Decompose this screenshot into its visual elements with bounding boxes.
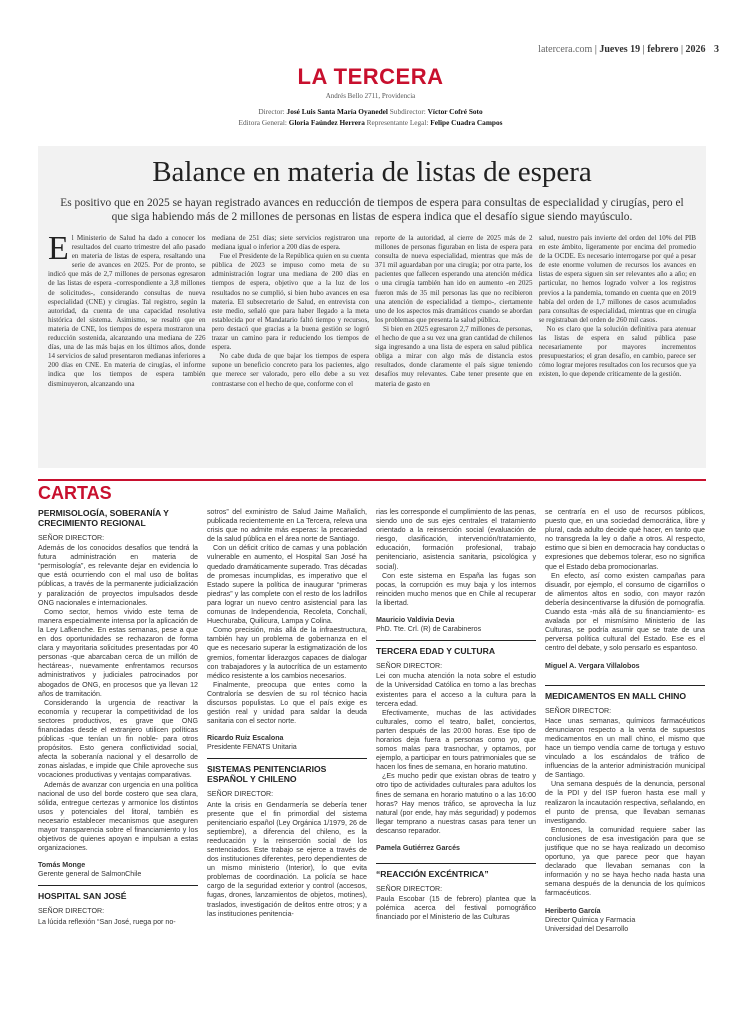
letter-signer: Tomás Monge [38,861,86,870]
address: Andrés Bello 2711, Providencia [325,92,416,100]
letter-salutation: SEÑOR DIRECTOR: [207,790,274,799]
letter-signer-role: Presidente FENATS Unitaria [207,743,297,752]
letter-paragraph: ¿Es mucho pedir que existan obras de teatro y otro tipo de actividades culturales para adultos los fines de semana en horario matutino o a las 16:00 horas? Hay menos tráfico, se aprovecha la luz natural (por ende, hay más seguridad) y podemos llegar temprano a nuestras casas para tener un descanso reparador. [376,772,536,835]
letter-paragraph: se centraría en el uso de recursos públicos, puesto que, en una sociedad democrática, libre y plural, cada adulto decide qué hacer, en tanto que no transgreda la ley o dañe a otros. Al respecto, estimo que si bien en democracia hay conductas o expresiones que debemos tolerar, eso no significa que el Estado deba promocionarlas. [545,508,705,571]
date-month: febrero [647,44,679,55]
site-name[interactable]: latercera.com [538,44,593,55]
editora-name: Gloria Faúndez Herrera [288,118,365,127]
letter-paragraph: Entonces, la comunidad requiere saber las conclusiones de esa investigación para que se justifique que no se haya realizado un decomiso oportuno, ya que parece peor que hayan declarado que llevaban semanas con la información y no se haya hecho nada hasta una semana después de la denuncia de los químicos farmacéuticos. [545,825,705,898]
letter-paragraph: Con un déficit crítico de camas y una población vulnerable en aumento, el Hospital San José ha quedado dramáticamente superado. Tras décadas de promesas incumplidas, es imperativo que el Estado supere la política de inaugurar “primeras piedras” y las complete con el resto de los ladrillos para lograr un nuevo centro asistencial para las comunas de Independencia, Recoleta, Conchalí, Huechuraba, Quilicura, Lampa y Colina. [207,544,367,626]
letter-signer: Miguel A. Vergara Villalobos [545,661,640,670]
editorial-column-2 [212,234,370,464]
legal-name: Felipe Cuadra Campos [430,118,503,127]
director-name: José Luis Santa María Oyanedel [286,107,388,116]
editorial-text: l Ministerio de Salud ha dado a conocer los resultados del cuarto trimestre del año pasado en materia de listas de espera, resaltando una serie de avances en 2025. Por de pronto, se indicó que más de 2,7 millones de personas egresaron de las listas de espera -correspondiente a 3,8 millones de solicitudes-, considerando consultas de nueva especialidad (CNE) y cirugías. Tal registro, según la autoridad, da cuenta de una capacidad resolutiva histórica del sistema. Asimismo, se resaltó que en materia de CNE, los tiempos de espera mostraron una reducción sostenida, alcanzando una mediana de 226 días, una de las más bajas en los últimos años, donde 14 servicios de salud presentaron medianas inferiores a 200 días en CNE. En materia de cirugías, el informe indica que los tiempos de espera también disminuyeron, alcanzando una [48,234,206,388]
letter-title: PERMISOLOGÍA, SOBERANÍA Y CRECIMIENTO REGIONAL [38,508,169,528]
letter-signer-role: Gerente general de SalmonChile [38,870,142,879]
date-day: Jueves 19 [599,44,641,55]
letter-signer: Heriberto García [545,906,601,915]
editorial-paragraph: No cabe duda de que bajar los tiempos de espera supone un beneficio concreto para los pacientes, algo que merece ser valorado, pero ello debe a su vez contrastarse con el hecho de que, conforme con el [211,352,369,388]
staff-box [0,106,741,128]
letter-paragraph: En efecto, así como existen campañas para disuadir, por ejemplo, el consumo de cigarrillos o de alimentos altos en sodio, con mayor razón debería desincentivarse la difusión de pornografía. Cuando esta -más allá de su financiamiento- es avalada por el mismísimo Ministerio de las Culturas, se podría asumir que se trate de una perversa política cultural del Estado. Ese es el centro del debate, y solo pensarlo es espantoso. [545,571,705,653]
subdirector-label: Subdirector: [389,107,426,116]
letter-paragraph: sotros” del exministro de Salud Jaime Mañalich, publicada recientemente en La Tercera, releva una crisis que no admite más esperas: la precariedad de la salud pública en el área norte de Santiago. [207,508,367,544]
editorial-paragraph: No es claro que la solución definitiva para atenuar las listas de espera en salud pública pase necesariamente por mayores incrementos presupuestarios; el gran desafío, en cambio, parece ser cómo lograr mejores resultados con los recursos que ya existen, lo que depende críticamente de la gestión. [538,324,696,379]
page-number: 3 [714,44,719,55]
director-label: Director: [258,107,285,116]
letter-signer: Ricardo Ruiz Escalona [207,734,284,743]
letter-paragraph: Paula Escobar (15 de febrero) plantea que la polémica acerca del festival pornográfico financiado por el Ministerio de las Culturas [376,895,536,922]
letter-title: SISTEMAS PENITENCIARIOS ESPAÑOL Y CHILENO [207,758,367,784]
letter-paragraph: Como precisión, más allá de la infraestructura, también hay un problema de gobernanza en el que es necesario superar la estigmatización de los gremios, fomentar liderazgos capaces de dialogar con trabajadores y la autocrítica de un estamento médico resistente a los cambios necesarios. [207,626,367,680]
letter-paragraph: Finalmente, preocupa que entes como la Contraloría se desvíen de su rol técnico hacia discursos populistas. Lo que el país exige es gestión real y unidad para saldar la deuda sanitaria con el sector norte. [207,680,367,726]
letter-signer: Pamela Gutiérrez Garcés [376,844,460,852]
letter-paragraph: Como sector, hemos vivido este tema de manera especialmente intensa por la aplicación de la Ley Lafkenche. En estas semanas, pese a que en dos oportunidades se rechazaron de forma clara y mayoritaria solicitudes presentadas por 40 personas -que abarcaban cerca de un millón de hectáreas-, nuevamente enfrentamos recursos administrativos y judiciales patrocinados por abogados de ONG, en procesos que ya llevan 12 años de tramitación. [38,607,198,698]
legal-label: Representante Legal: [366,118,429,127]
letter-paragraph: Lei con mucha atención la nota sobre el estudio de la Universidad Católica en torno a las brechas existentes para el acceso a la cultura para la tercera edad. [376,672,536,708]
logo: LA TERCERA [297,64,444,89]
date-year: 2026 [685,44,706,55]
masthead [0,64,741,128]
letter-salutation: SEÑOR DIRECTOR: [38,534,105,542]
subdirector-name: Víctor Cofré Soto [427,107,483,116]
editorial-paragraph: salud, nuestro país invierte del orden del 10% del PIB en este ámbito, ligeramente por encima del promedio de la OCDE. Es necesario interrogarse por qué a pesar de este enorme volumen de recursos los avances en listas de espera siguen sin ser relevantes año a año; en particular, no hemos logrado volver a los registros previos a la pandemia, tomando en cuenta que en 2019 había del orden de 1,7 millones de casos acumulados para consultas de especialidad, mientras que en cirugía se registraban del orden de 260 mil casos. [538,234,696,324]
letter-salutation: SEÑOR DIRECTOR: [545,706,612,715]
letter-paragraph: Además de los conocidos desafíos que tendrá la futura administración en materia de “permisología”, es relevante dejar en evidencia lo que está ocurriendo con el mal uso de bolitas públicas, a través de la permanente judicialización y paralización de proyectos impulsados desde ONG nacionales e internacionales. [38,544,198,607]
letter-paragraph: rias les corresponde el cumplimiento de las penas, siendo uno de sus ejes centrales el tratamiento orientado a la reinserción social (evaluación de riesgo, clasificación, intervención/tratamiento, educación, formación profesional, trabajo penitenciario, asistencia sanitaria, psicológica y social). [376,508,536,571]
letter-paragraph: Ante la crisis en Gendarmería se debería tener presente que el fin primordial del sistema penitenciario español (Ley Orgánica 1/1979, 26 de septiembre), a diferencia del chileno, es la reeducación y la reinserción social de los sentenciados. Este trabajo se ejerce a través de dos instituciones diferentes, pero dependientes de un mismo ministerio (Interior), lo que evita problemas de coordinación. La policía se hace cargo de la seguridad exterior y control (accesos, fugas, drones, lanzamientos de objetos, motines), traslados, investigación de delitos entre otros; y a las instituciones penitencia- [207,800,367,918]
letter-salutation: SEÑOR DIRECTOR: [38,907,105,916]
editorial-column-1 [48,234,206,464]
letters-column-1 [38,508,198,1018]
editorial-title: Balance en materia de listas de espera [152,156,592,188]
letter-paragraph: Además de avanzar con urgencia en una política nacional de uso del borde costero que sea clara, sólida, entregue certezas y armonice los distintos usos y potenciales del litoral, también es necesario establecer mecanismos que aseguren mayor transparencia sobre el financiamiento y los objetivos de quienes apoyan e impulsan a estas organizaciones. [38,780,198,853]
editorial-paragraph: Fue el Presidente de la República quien en su cuenta pública de 2023 se impuso como meta de su administración lograr una mediana de 200 días en tiempos de espera, objetivo que a la luz de los resultados no se cumplió, si bien hubo avances en esa materia. El subsecretario de Salud, en entrevista con este medio, señaló que para haber llegado a la meta establecida por el Mandatario faltó tiempo y recursos, pero destacó que gracias a la buena gestión se logró trazar un camino para ir reduciendo los tiempos de espera. [211,252,369,352]
letters-area [38,508,706,1018]
editorial-column-4 [539,234,697,464]
cartas-section-title: CARTAS [38,483,112,503]
letters-column-4 [545,508,705,1018]
editorial-paragraph: reporte de la autoridad, al cierre de 2025 más de 2 millones de personas figuraban en lista de espera para consulta de nueva especialidad, mientras que más de 371 mil aguardaban por una cirugía; por otra parte, los pacientes que fallecen esperando una atención médica o una cirugía también han ido en aumento -en 2025 fueron más de 35 mil personas las que no recibieron una atención de especialidad a tiempo-, ciertamente uno de los aspectos más dramáticos cuando se abordan los problemas que presenta la salud pública. [375,234,533,324]
editorial-lead: Es positivo que en 2025 se hayan registrado avances en reducción de tiempos de espera para consultas de especialidad y cirugías, pero el que siga habiendo más de 2 millones de personas en listas de espera indica que el desafío sigue siendo mayúsculo. [60,197,684,223]
letter-title: MEDICAMENTOS EN MALL CHINO [545,685,705,701]
letter-title: “REACCIÓN EXCÉNTRICA” [376,863,536,879]
letters-column-2 [207,508,367,1018]
letter-signer-role: Director Química y Farmacia [545,915,636,924]
drop-cap: E [48,234,69,267]
editorial-body [48,234,696,464]
letter-signer-role: PhD. Tte. Crl. (R) de Carabineros [376,625,482,634]
editorial-paragraph: mediana de 251 días; siete servicios registraron una mediana igual o inferior a 200 días de espera. [211,234,369,252]
letter-title: TERCERA EDAD Y CULTURA [376,640,536,656]
editorial-column-3 [375,234,533,464]
editorial-paragraph: Si bien en 2025 egresaron 2,7 millones de personas, el hecho de que a su vez una gran cantidad de chilenos siga ingresando a una lista de espera en salud pública obliga a mirar con algo más de distancia estos resultados, donde claramente el país sigue teniendo desafíos muy relevantes. Cabe tener presente que en materia de gasto en [375,324,533,388]
section-divider [38,479,706,481]
letter-paragraph: Considerando la urgencia de reactivar la economía y recuperar la competitividad de los sectores productivos, es grave que ONG financiadas desde el extranjero utilicen políticas públicas -que tenían un fin noble- para otros propósitos. Esto genera conflictividad social, afecta la soberanía nacional y el desarrollo de zonas aisladas, e impide que Chile aproveche sus vocaciones productivas y ventajas comparativas. [38,698,198,780]
letter-title: HOSPITAL SAN JOSÉ [38,885,198,901]
letter-paragraph: La lúcida reflexión “San José, ruega por no- [38,917,176,926]
letter-paragraph: Con este sistema en España las fugas son pocas, la corrupción es muy baja y los internos reinciden mucho menos que en Chile al recuperar la libertad. [376,571,536,607]
letter-signer-role: Universidad del Desarrollo [545,924,629,933]
letter-signer: Mauricio Valdivia Devia [376,616,455,625]
letter-paragraph: Hace unas semanas, químicos farmacéuticos denunciaron respecto a la venta de supuestos medicamentos en un mall chino, el mismo que hace un tiempo vendía carne de tortuga y estuvo vinculado a los escándalos de tráfico de influencias de la anterior administración municipal de Santiago. [545,716,705,780]
editora-label: Editora General: [238,118,287,127]
editorial-box [38,146,706,468]
letter-paragraph: Efectivamente, muchas de las actividades culturales, como el teatro, ballet, conciertos, parten después de las 20:00 horas. Ese tipo de horarios deja fuera a personas como yo, que somos malas para trasnochar, y optamos, por ejemplo, a participar en tours patrimoniales que se hacen los fines de semana, en horario matutino. [376,708,536,772]
letters-column-3 [376,508,536,1018]
letter-salutation: SEÑOR DIRECTOR: [376,885,443,894]
letter-paragraph: Una semana después de la denuncia, personal de la PDI y del ISP fueron hasta ese mall y realizaron la incautación respectiva, señalando, en el punto de prensa, que llevaban semanas investigando. [545,780,705,825]
page-header: latercera.com | Jueves 19 | febrero | 2026 3 [538,44,719,55]
letter-salutation: SEÑOR DIRECTOR: [376,662,443,671]
